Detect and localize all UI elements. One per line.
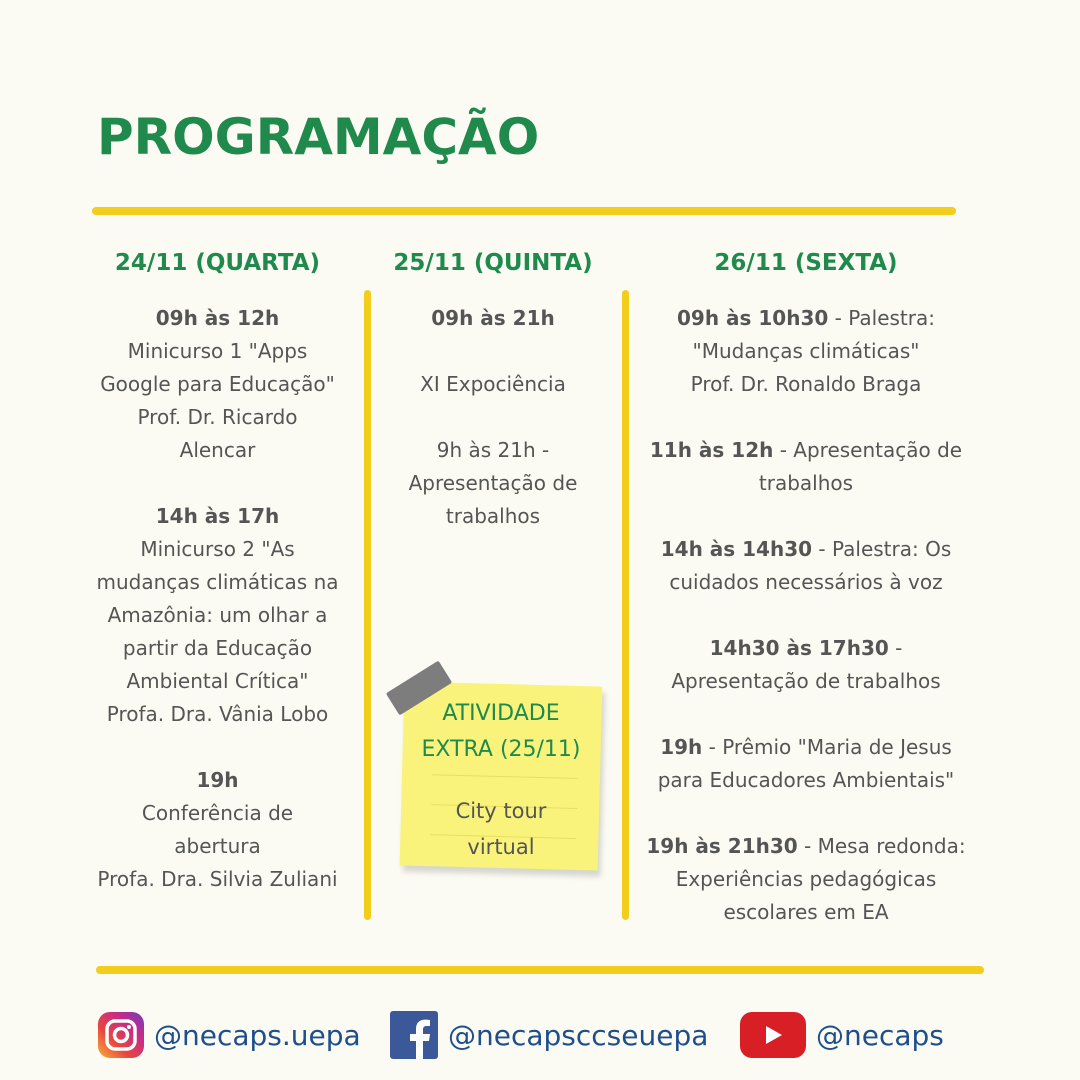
- event-line: Alencar: [179, 438, 256, 462]
- event-line: trabalhos: [445, 504, 541, 528]
- sticky-body-line: virtual: [467, 835, 535, 859]
- event-heading: 11h às 12h - Apresentação de: [649, 438, 963, 462]
- youtube-handle[interactable]: @necaps: [816, 1018, 944, 1052]
- event-line: escolares em EA: [723, 900, 889, 924]
- event-heading: 09h às 10h30 - Palestra:: [676, 306, 935, 330]
- social-facebook[interactable]: [390, 1010, 708, 1060]
- event-line: abertura: [174, 834, 261, 858]
- event-time: 09h às 12h: [155, 306, 280, 330]
- event-line: mudanças climáticas na: [96, 570, 339, 594]
- day-header-thu: 25/11 (QUINTA): [393, 250, 593, 276]
- day-header-wed: 24/11 (QUARTA): [114, 250, 321, 276]
- sticky-heading-line: ATIVIDADE: [442, 701, 560, 726]
- event-line: Profa. Dra. Vânia Lobo: [106, 702, 329, 726]
- page-title: PROGRAMAÇÃO: [97, 108, 540, 166]
- event-heading: 19h - Prêmio "Maria de Jesus: [660, 735, 952, 759]
- event-time: 14h às 17h: [155, 504, 280, 528]
- event-line: XI Expociência: [420, 372, 566, 396]
- schedule-column-fri: [638, 302, 974, 929]
- event-time: 19h: [196, 768, 239, 792]
- instagram-handle[interactable]: @necaps.uepa: [154, 1018, 361, 1052]
- event-line: Prof. Dr. Ricardo: [137, 405, 298, 429]
- day-header-fri: 26/11 (SEXTA): [714, 250, 898, 276]
- event-line: para Educadores Ambientais": [657, 768, 955, 792]
- sticky-body-line: City tour: [455, 799, 547, 823]
- event-line: Prof. Dr. Ronaldo Braga: [690, 372, 922, 396]
- top-divider: [92, 207, 956, 215]
- event-line: Apresentação de: [408, 471, 578, 495]
- event-line: Profa. Dra. Silvia Zuliani: [97, 867, 338, 891]
- event-line: Ambiental Crítica": [126, 669, 309, 693]
- instagram-icon: [98, 1012, 144, 1058]
- event-line: trabalhos: [758, 471, 854, 495]
- event-line: Amazônia: um olhar a: [107, 603, 328, 627]
- facebook-handle[interactable]: @necapsccseuepa: [448, 1018, 709, 1052]
- schedule-column-wed: [80, 302, 355, 896]
- youtube-icon: [740, 1012, 806, 1058]
- event-line: Minicurso 2 "As: [140, 537, 295, 561]
- event-line: "Mudanças climáticas": [692, 339, 920, 363]
- event-heading: 14h às 14h30 - Palestra: Os: [660, 537, 952, 561]
- sticky-note-heading: [402, 696, 600, 768]
- schedule-column-thu: [382, 302, 604, 533]
- event-heading: 19h às 21h30 - Mesa redonda:: [646, 834, 966, 858]
- facebook-icon: [390, 1011, 438, 1059]
- event-line: Experiências pedagógicas: [675, 867, 937, 891]
- bottom-divider: [96, 966, 984, 974]
- event-line: Conferência de: [141, 801, 294, 825]
- event-line: cuidados necessários à voz: [669, 570, 943, 594]
- event-line: 9h às 21h -: [436, 438, 550, 462]
- sticky-heading-line: EXTRA (25/11): [421, 737, 581, 762]
- social-youtube[interactable]: [740, 1010, 944, 1060]
- event-time: 09h às 21h: [431, 306, 555, 330]
- event-line: Google para Educação": [100, 372, 335, 396]
- column-divider-1: [364, 290, 371, 920]
- sticky-note-body: [402, 793, 600, 865]
- event-line: partir da Educação: [122, 636, 313, 660]
- column-divider-2: [622, 290, 629, 920]
- event-line: Minicurso 1 "Apps: [127, 339, 308, 363]
- event-line: Apresentação de trabalhos: [671, 669, 941, 693]
- social-instagram[interactable]: [98, 1010, 361, 1060]
- event-heading: 14h30 às 17h30 -: [709, 636, 903, 660]
